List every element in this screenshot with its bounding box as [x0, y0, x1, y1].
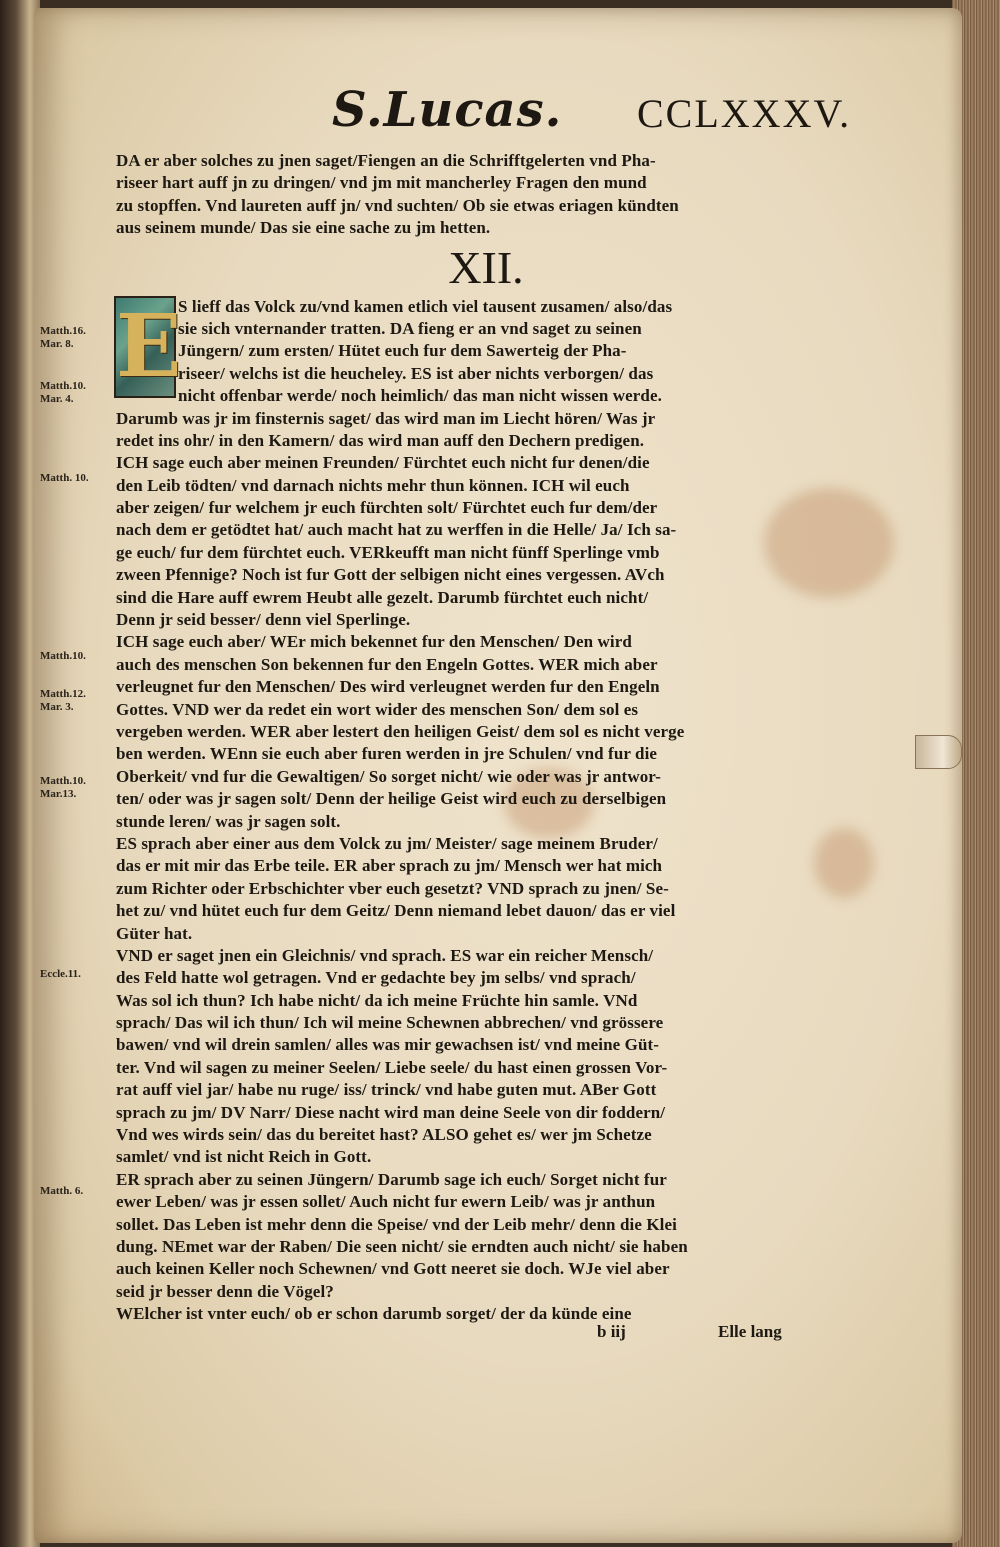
text-line: Jüngern/ zum ersten/ Hütet euch fur dem Sawerteig der Pha-	[178, 341, 627, 361]
text-line: nicht offenbar werde/ noch heimlich/ das man nicht wissen werde.	[178, 386, 662, 406]
main-text	[116, 150, 816, 1326]
text-line: sie sich vnternander tratten. DA fieng er an vnd saget zu seinen	[178, 318, 642, 338]
chapter-text	[116, 296, 816, 1326]
text-line: das er mit mir das Erbe teile. ER aber sprach zu jm/ Mensch wer hat mich	[116, 856, 663, 876]
text-line: vergeben werden. WER aber lestert den heiligen Geist/ dem sol es nicht verge	[116, 721, 685, 741]
text-line: Güter hat.	[116, 923, 193, 943]
text-line: aus seinem munde/ Das sie eine sache zu jm hetten.	[116, 218, 491, 238]
margin-note: Matth. 10.	[40, 472, 89, 484]
text-line: auch keinen Keller noch Schewnen/ vnd Gott neeret sie doch. WJe viel aber	[116, 1259, 670, 1279]
text-line: sprach zu jm/ DV Narr/ Diese nacht wird man deine Seele von dir foddern/	[116, 1102, 666, 1122]
margin-note: Mar. 4.	[40, 393, 74, 405]
text-line: ben werden. WEnn sie euch aber furen werden in jre Schulen/ vnd fur die	[116, 744, 658, 764]
margin-note: Mar.13.	[40, 788, 77, 800]
text-line: zween Pfennige? Noch ist fur Gott der selbigen nicht eines vergessen. AVch	[116, 565, 665, 585]
text-line: Oberkeit/ vnd fur die Gewaltigen/ So sorget nicht/ wie oder was jr antwor-	[116, 766, 662, 786]
margin-note: Mar. 8.	[40, 338, 74, 350]
text-line: ES sprach aber einer aus dem Volck zu jm/ Meister/ sage meinem Bruder/	[116, 833, 658, 853]
text-line: Was sol ich thun? Ich habe nicht/ da ich meine Früchte hin samle. VNd	[116, 990, 638, 1010]
text-line: Denn jr seid besser/ denn viel Sperlinge.	[116, 610, 411, 630]
text-line: ewer Leben/ was jr essen sollet/ Auch nicht fur ewern Leib/ was jr anthun	[116, 1192, 656, 1212]
margin-notes	[34, 0, 114, 1547]
margin-note: Matth. 6.	[40, 1185, 84, 1197]
chapter-heading: XII.	[448, 241, 524, 293]
margin-note: Eccle.11.	[40, 968, 81, 980]
page-tab-marker	[915, 735, 962, 769]
text-line: riseer hart auff jn zu dringen/ vnd jm mit mancherley Fragen den mund	[116, 173, 647, 193]
stain	[814, 828, 874, 898]
text-line: dung. NEmet war der Raben/ Die seen nicht/ sie erndten auch nicht/ sie haben	[116, 1236, 688, 1256]
text-line: seid jr besser denn die Vögel?	[116, 1281, 334, 1301]
text-line: redet ins ohr/ in den Kamern/ das wird man auff den Dechern predigen.	[116, 430, 645, 450]
text-line: ter. Vnd wil sagen zu meiner Seelen/ Liebe seele/ du hast einen grossen Vor-	[116, 1057, 668, 1077]
text-line: samlet/ vnd ist nicht Reich in Gott.	[116, 1147, 372, 1167]
running-head: S.Lucas.	[332, 82, 563, 138]
text-line: Darumb was jr im finsternis saget/ das wird man im Liecht hören/ Was jr	[116, 408, 656, 428]
text-line: WElcher ist vnter euch/ ob er schon darumb sorget/ der da künde eine	[116, 1304, 632, 1324]
text-line: VND er saget jnen ein Gleichnis/ vnd sprach. ES war ein reicher Mensch/	[116, 945, 654, 965]
page-header	[332, 82, 922, 152]
text-line: rat auff viel jar/ habe nu ruge/ iss/ trinck/ vnd habe guten mut. ABer Gott	[116, 1080, 657, 1100]
text-line: riseer/ welchs ist die heucheley. ES ist aber nichts verborgen/ das	[178, 363, 654, 383]
margin-note: Matth.10.	[40, 380, 86, 392]
margin-note: Matth.10.	[40, 775, 86, 787]
margin-note: Matth.16.	[40, 325, 86, 337]
text-line: ten/ oder was jr sagen solt/ Denn der heilige Geist wird euch zu derselbigen	[116, 789, 667, 809]
text-line: zu stopffen. Vnd laureten auff jn/ vnd suchten/ Ob sie etwas eriagen kündten	[116, 195, 679, 215]
text-line: ICH sage euch aber meinen Freunden/ Fürchtet euch nicht fur denen/die	[116, 453, 650, 473]
text-line: S lieff das Volck zu/vnd kamen etlich viel tausent zusamen/ also/das	[178, 296, 673, 316]
text-line: nach dem er getödtet hat/ auch macht hat zu werffen in die Helle/ Ja/ Ich sa-	[116, 520, 677, 540]
text-line: het zu/ vnd hütet euch fur dem Geitz/ Denn niemand lebet dauon/ das er viel	[116, 901, 676, 921]
folio-number: CCLXXXV.	[637, 91, 852, 136]
margin-note: Matth.12.	[40, 688, 86, 700]
catchword: Elle lang	[718, 1322, 782, 1341]
text-line: ICH sage euch aber/ WEr mich bekennet fur den Menschen/ Den wird	[116, 632, 632, 652]
text-line: Gottes. VND wer da redet ein wort wider des menschen Son/ dem sol es	[116, 699, 639, 719]
text-line: sprach/ Das wil ich thun/ Ich wil meine Schewnen abbrechen/ vnd grössere	[116, 1013, 664, 1033]
text-line: ER sprach aber zu seinen Jüngern/ Darumb sage ich euch/ Sorget nicht fur	[116, 1169, 667, 1189]
margin-note: Mar. 3.	[40, 701, 74, 713]
text-line: ge euch/ fur dem fürchtet euch. VERkeufft man nicht fünff Sperlinge vmb	[116, 542, 660, 562]
text-line: DA er aber solches zu jnen saget/Fiengen an die Schrifftgelerten vnd Pha-	[116, 151, 656, 170]
text-line: den Leib tödten/ vnd darnach nichts mehr thun können. ICH wil euch	[116, 475, 630, 495]
text-line: bawen/ vnd wil drein samlen/ alles was mir gewachsen ist/ vnd meine Güt-	[116, 1035, 660, 1055]
text-line: auch des menschen Son bekennen fur den Engeln Gottes. WER mich aber	[116, 654, 658, 674]
text-line: zum Richter oder Erbschichter vber euch gesetzt? VND sprach zu jnen/ Se-	[116, 878, 669, 898]
text-line: aber zeigen/ fur welchem jr euch fürchten solt/ Fürchtet euch fur dem/der	[116, 498, 658, 518]
initial-letter: E	[116, 296, 182, 397]
signature-mark: b iij	[597, 1322, 626, 1341]
margin-note: Matth.10.	[40, 650, 86, 662]
intro-paragraph	[116, 150, 816, 240]
text-line: Vnd wes wirds sein/ das du bereitet hast? ALSO gehet es/ wer jm Schetze	[116, 1125, 652, 1145]
text-line: sollet. Das Leben ist mehr denn die Speise/ vnd der Leib mehr/ denn die Klei	[116, 1214, 677, 1234]
text-line: stunde leren/ was jr sagen solt.	[116, 811, 341, 831]
text-line: sind die Hare auff ewrem Heubt alle gezelt. Darumb fürchtet euch nicht/	[116, 587, 649, 607]
text-line: des Feld hatte wol getragen. Vnd er gedachte bey jm selbs/ vnd sprach/	[116, 968, 636, 988]
text-line: verleugnet fur den Menschen/ Des wird verleugnet werden fur den Engeln	[116, 677, 660, 697]
